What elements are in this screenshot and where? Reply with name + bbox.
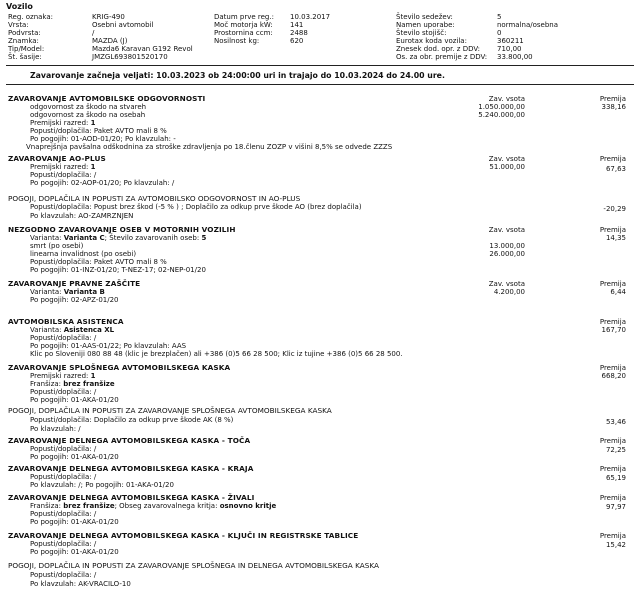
line: Popusti/doplačila: Doplačilo za odkup prve škode AK (8 %) bbox=[30, 416, 234, 424]
line: Po pogojih: 01-AAS-01/22; Po klavzulah: AAS bbox=[30, 342, 187, 350]
line: smrt (po osebi) bbox=[30, 242, 84, 250]
line: Popusti/doplačila: / bbox=[30, 388, 97, 396]
vehicle-value: KRIG-490 bbox=[92, 13, 125, 21]
premium-value: 97,97 bbox=[605, 503, 626, 511]
vehicle-label: Tip/Model: bbox=[8, 45, 45, 53]
vehicle-value: MAZDA (J) bbox=[92, 37, 128, 45]
vehicle-label: Moč motorja kW: bbox=[214, 21, 273, 29]
line-label: Premijski razred: bbox=[30, 372, 91, 380]
section-title: POGOJI, DOPLAČILA IN POPUSTI ZA AVTOMOBILSKO ODGOVORNOST IN AO-PLUS bbox=[8, 194, 301, 203]
premium-value: 65,19 bbox=[605, 474, 626, 482]
sum-label: Zav. vsota bbox=[488, 226, 525, 234]
sum-value: 13.000,00 bbox=[489, 242, 525, 250]
sum-value: 51.000,00 bbox=[489, 163, 525, 171]
vehicle-label: Prostornina ccm: bbox=[214, 29, 273, 37]
premium-label: Premija bbox=[599, 364, 626, 372]
line: Po pogojih: 01-INZ-01/20; T-NEZ-17; 02-NEP-01/20 bbox=[30, 266, 206, 274]
sum-label: Zav. vsota bbox=[488, 155, 525, 163]
sum-value: 5.240.000,00 bbox=[478, 111, 525, 119]
premium-label: Premija bbox=[599, 494, 626, 502]
line: Popusti/doplačila: / bbox=[30, 540, 97, 548]
premium-value: 15,42 bbox=[605, 541, 626, 549]
vehicle-label: Število stojišč: bbox=[396, 29, 447, 37]
line-value: 5 bbox=[201, 234, 207, 242]
line: Po pogojih: 01-AKA-01/20 bbox=[30, 518, 119, 526]
section-title: ZAVAROVANJE SPLOŠNEGA AVTOMOBILSKEGA KASKA bbox=[8, 363, 231, 372]
line: linearna invalidnost (po osebi) bbox=[30, 250, 137, 258]
line bbox=[30, 502, 276, 510]
section-title: ZAVAROVANJE DELNEGA AVTOMOBILSKEGA KASKA - TOČA bbox=[8, 436, 251, 445]
line: Popusti/doplačila: / bbox=[30, 171, 97, 179]
premium-value: 14,35 bbox=[605, 234, 626, 242]
vehicle-value: 10.03.2017 bbox=[290, 13, 331, 21]
line bbox=[30, 288, 105, 296]
section-title: POGOJI, DOPLAČILA IN POPUSTI ZA ZAVAROVANJE SPLOŠNEGA IN DELNEGA AVTOMOBILSKEGA KASKA bbox=[8, 561, 380, 570]
line: Po klavzulah: AO-ZAMRZNJEN bbox=[30, 212, 134, 220]
vehicle-label: Namen uporabe: bbox=[396, 21, 455, 29]
sum-value: 26.000,00 bbox=[489, 250, 525, 258]
line: Popusti/doplačila: Paket AVTO mali 8 % bbox=[30, 127, 167, 135]
vehicle-value: Osebni avtomobil bbox=[92, 21, 154, 29]
vehicle-label: Podvrsta: bbox=[8, 29, 41, 37]
line: Popusti/doplačila: Paket AVTO mali 8 % bbox=[30, 258, 167, 266]
section-title: ZAVAROVANJE AO-PLUS bbox=[8, 154, 106, 163]
vehicle-value: 0 bbox=[497, 29, 502, 37]
premium-label: Premija bbox=[599, 465, 626, 473]
premium-label: Premija bbox=[599, 318, 626, 326]
vehicle-label: Os. za obr. premije z DDV: bbox=[396, 53, 488, 61]
line bbox=[30, 380, 115, 388]
vehicle-label: Datum prve reg.: bbox=[214, 13, 274, 21]
line bbox=[30, 163, 95, 171]
line-value: 1 bbox=[90, 119, 96, 127]
divider bbox=[6, 65, 634, 66]
premium-value: 67,63 bbox=[605, 165, 626, 173]
section-title: ZAVAROVANJE DELNEGA AVTOMOBILSKEGA KASKA - KLJUČI IN REGISTRSKE TABLICE bbox=[8, 531, 359, 540]
line bbox=[30, 326, 114, 334]
divider bbox=[6, 84, 634, 85]
vehicle-value: 5 bbox=[497, 13, 502, 21]
line-value: osnovno kritje bbox=[219, 502, 277, 510]
sum-value: 4.200,00 bbox=[493, 288, 525, 296]
line: Po pogojih: 01-AKA-01/20 bbox=[30, 548, 119, 556]
vehicle-value: 710,00 bbox=[497, 45, 522, 53]
line: Popusti/doplačila: / bbox=[30, 571, 97, 579]
line: odgovornost za škodo na stvareh bbox=[30, 103, 147, 111]
line-label: Franšiza: bbox=[30, 380, 64, 388]
vehicle-value: normalna/osebna bbox=[497, 21, 559, 29]
vehicle-label: Nosilnost kg: bbox=[214, 37, 260, 45]
line-label: Premijski razred: bbox=[30, 163, 91, 171]
vehicle-label: Eurotax koda vozila: bbox=[396, 37, 467, 45]
section-title: ZAVAROVANJE DELNEGA AVTOMOBILSKEGA KASKA - ŽIVALI bbox=[8, 493, 255, 502]
line: Po pogojih: 01-AOD-01/20; Po klavzulah: - bbox=[30, 135, 176, 143]
line bbox=[30, 372, 95, 380]
vehicle-label: Znesek dod. opr. z DDV: bbox=[396, 45, 480, 53]
section-title: POGOJI, DOPLAČILA IN POPUSTI ZA ZAVAROVANJE SPLOŠNEGA AVTOMOBILSKEGA KASKA bbox=[8, 406, 332, 415]
line: Popusti/doplačila: / bbox=[30, 445, 97, 453]
line-value: Varianta B bbox=[63, 288, 105, 296]
coverage-period: Zavarovanje začneja veljati: 10.03.2023 ob 24:00:00 uri in trajajo do 10.03.2024 do 24.00 ure. bbox=[30, 71, 445, 80]
vehicle-value: 360211 bbox=[497, 37, 524, 45]
premium-value: 167,70 bbox=[601, 326, 626, 334]
sum-value: 1.050.000,00 bbox=[478, 103, 525, 111]
premium-value: 668,20 bbox=[601, 372, 626, 380]
vehicle-value: 141 bbox=[290, 21, 304, 29]
premium-label: Premija bbox=[599, 155, 626, 163]
line-label: Varianta: bbox=[30, 234, 64, 242]
line: Vnaprejšnja pavšalna odškodnina za stroške zdravljenja po 18.členu ZOZP v višini 8,5% se odvede ZZZS bbox=[26, 143, 393, 151]
sum-label: Zav. vsota bbox=[488, 280, 525, 288]
vehicle-label: Število sedežev: bbox=[396, 13, 453, 21]
line: Po pogojih: 02-APZ-01/20 bbox=[30, 296, 119, 304]
premium-label: Premija bbox=[599, 437, 626, 445]
line bbox=[30, 234, 206, 242]
vehicle-value: 33.800,00 bbox=[497, 53, 533, 61]
line: Popusti/doplačila: Popust brez škod (-5 % ) ; Doplačilo za odkup prve škode AO (brez doplačila) bbox=[30, 203, 362, 211]
vehicle-label: Znamka: bbox=[8, 37, 39, 45]
line-label: Franšiza: bbox=[30, 502, 64, 510]
premium-value: 6,44 bbox=[610, 288, 626, 296]
vehicle-label: Vrsta: bbox=[8, 21, 29, 29]
line-value: 1 bbox=[90, 163, 96, 171]
line-value: 1 bbox=[90, 372, 96, 380]
vehicle-value: 2488 bbox=[290, 29, 308, 37]
line-value: brez franšize bbox=[63, 380, 115, 388]
line: odgovornost za škodo na osebah bbox=[30, 111, 146, 119]
line: Popusti/doplačila: / bbox=[30, 473, 97, 481]
premium-label: Premija bbox=[599, 280, 626, 288]
line: Popusti/doplačila: / bbox=[30, 334, 97, 342]
vehicle-value: JMZGL693801520170 bbox=[92, 53, 168, 61]
premium-value: 72,25 bbox=[605, 446, 626, 454]
line: Klic po Sloveniji 080 88 48 (klic je brezplačen) ali +386 (0)5 66 28 500; Klic iz tujine +386 (0)5 66 28 500. bbox=[30, 350, 403, 358]
line-label: ; Obseg zavarovalnega kritja: bbox=[114, 502, 220, 510]
section-title: ZAVAROVANJE PRAVNE ZAŠČITE bbox=[8, 279, 141, 288]
line: Po pogojih: 01-AKA-01/20 bbox=[30, 453, 119, 461]
section-title: ZAVAROVANJE AVTOMOBILSKE ODGOVORNOSTI bbox=[8, 94, 206, 103]
sum-label: Zav. vsota bbox=[488, 95, 525, 103]
line-label: ; Število zavarovanih oseb: bbox=[104, 234, 202, 242]
premium-label: Premija bbox=[599, 95, 626, 103]
premium-value: 53,46 bbox=[605, 418, 626, 426]
vehicle-label: Št. šasije: bbox=[8, 53, 42, 61]
vehicle-value: / bbox=[92, 29, 95, 37]
line bbox=[30, 119, 95, 127]
premium-value: 338,16 bbox=[601, 103, 626, 111]
premium-value: -20,29 bbox=[603, 205, 626, 213]
vehicle-value: 620 bbox=[290, 37, 304, 45]
section-title: ZAVAROVANJE DELNEGA AVTOMOBILSKEGA KASKA - KRAJA bbox=[8, 464, 254, 473]
line: Po pogojih: 01-AKA-01/20 bbox=[30, 396, 119, 404]
section-title: NEZGODNO ZAVAROVANJE OSEB V MOTORNIH VOZILIH bbox=[8, 225, 236, 234]
line-value: Varianta C bbox=[63, 234, 105, 242]
line-label: Varianta: bbox=[30, 288, 64, 296]
line: Po klavzulah: /; Po pogojih: 01-AKA-01/20 bbox=[30, 481, 174, 489]
line: Po klavzulah: / bbox=[30, 425, 81, 433]
premium-label: Premija bbox=[599, 226, 626, 234]
line-value: brez franšize bbox=[63, 502, 115, 510]
line-value: Asistenca XL bbox=[63, 326, 115, 334]
vehicle-value: Mazda6 Karavan G192 Revol bbox=[92, 45, 193, 53]
line-label: Varianta: bbox=[30, 326, 64, 334]
line-label: Premijski razred: bbox=[30, 119, 91, 127]
premium-label: Premija bbox=[599, 532, 626, 540]
line: Po pogojih: 02-AOP-01/20; Po klavzulah: / bbox=[30, 179, 175, 187]
line: Popusti/doplačila: / bbox=[30, 510, 97, 518]
section-title: AVTOMOBILSKA ASISTENCA bbox=[8, 317, 124, 326]
line: Po klavzulah: AK-VRACILO-10 bbox=[30, 580, 131, 588]
vehicle-title: Vozilo bbox=[6, 2, 33, 11]
vehicle-label: Reg. oznaka: bbox=[8, 13, 54, 21]
